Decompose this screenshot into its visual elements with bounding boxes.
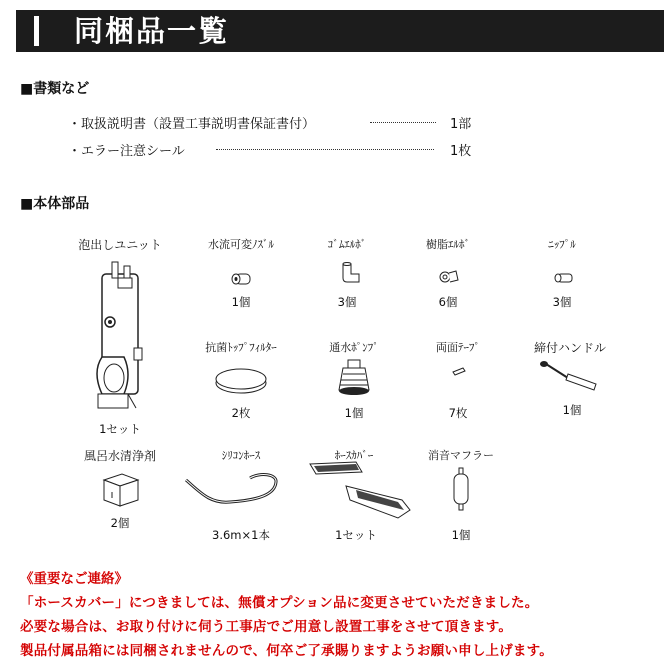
part-qty-rubber-elbow: 3個 (337, 295, 357, 309)
part-label-pump: 通水ﾎﾟﾝﾌﾟ (329, 341, 379, 354)
document-row (68, 140, 488, 158)
part-qty-tape: 7枚 (448, 406, 468, 420)
part-label-rubber-elbow: ｺﾞﾑｴﾙﾎﾞ (327, 238, 367, 251)
part-label-resin-elbow: 樹脂ｴﾙﾎﾞ (426, 238, 470, 251)
part-qty-muffler: 1個 (451, 528, 471, 542)
nipple-icon (554, 272, 574, 284)
part-label-silicone-hose: ｼﾘｺﾝﾎｰｽ (221, 449, 261, 462)
part-label-filter: 抗菌ﾄｯﾌﾟﾌｨﾙﾀｰ (205, 341, 277, 354)
resin-elbow-icon (438, 268, 460, 286)
part-qty-resin-elbow: 6個 (438, 295, 458, 309)
part-label-nozzle: 水流可変ﾉｽﾞﾙ (208, 238, 274, 251)
part-qty-silicone-hose: 3.6m×1本 (212, 528, 270, 542)
hose-cover-icon (306, 460, 422, 522)
document-qty: 1部 (450, 117, 472, 132)
muffler-icon (451, 468, 471, 512)
cleaner-box-icon (102, 470, 140, 508)
part-label-muffler: 消音マフラー (428, 449, 494, 462)
document-qty: 1枚 (450, 144, 472, 159)
document-name: ・エラー注意シール (68, 144, 185, 159)
title-bar (16, 10, 664, 52)
part-qty-pump: 1個 (344, 406, 364, 420)
title-accent-mark (34, 16, 39, 46)
notice-title: 《重要なご連絡》 (20, 571, 128, 587)
part-label-cleaner: 風呂水清浄剤 (83, 449, 157, 463)
part-label-hose-cover: ﾎｰｽｶﾊﾞｰ (334, 449, 374, 462)
silicone-hose-icon (180, 472, 284, 512)
dotted-leader (216, 149, 434, 150)
notice-line: 必要な場合は、お取り付けに伺う工事店でご用意し設置工事をさせて頂きます。 (20, 619, 513, 635)
document-row (68, 113, 488, 131)
tape-icon (451, 366, 467, 376)
part-label-handle: 締付ハンドル (533, 341, 607, 355)
parts-heading: ■本体部品 (20, 196, 90, 212)
notice-line: 「ホースカバー」につきましては、無償オプション品に変更させていただきました。 (20, 595, 539, 611)
part-qty-foam-unit: 1セット (99, 422, 141, 436)
part-qty-cleaner: 2個 (110, 516, 130, 530)
notice-line: 製品付属品箱には同梱されませんので、何卒ご了承賜りますようお願い申し上げます。 (20, 643, 553, 659)
page-title: 同梱品一覧 (74, 14, 230, 48)
part-qty-hose-cover: 1セット (335, 528, 377, 542)
handle-icon (538, 360, 600, 392)
nozzle-icon (230, 272, 252, 286)
filter-disc-icon (214, 367, 268, 395)
rubber-elbow-icon (339, 262, 361, 286)
document-name: ・取扱説明書（設置工事説明書保証書付） (68, 117, 316, 132)
part-qty-nipple: 3個 (552, 295, 572, 309)
part-label-nipple: ﾆｯﾌﾟﾙ (548, 238, 576, 251)
part-qty-nozzle: 1個 (231, 295, 251, 309)
part-qty-filter: 2枚 (231, 406, 251, 420)
part-label-tape: 両面ﾃｰﾌﾟ (436, 341, 480, 354)
part-label-foam-unit: 泡出しユニット (78, 238, 162, 252)
pump-icon (335, 360, 373, 396)
foam-unit-illustration (88, 262, 160, 420)
documents-heading: ■書類など (20, 81, 90, 97)
part-qty-handle: 1個 (562, 403, 582, 417)
dotted-leader (370, 122, 436, 123)
